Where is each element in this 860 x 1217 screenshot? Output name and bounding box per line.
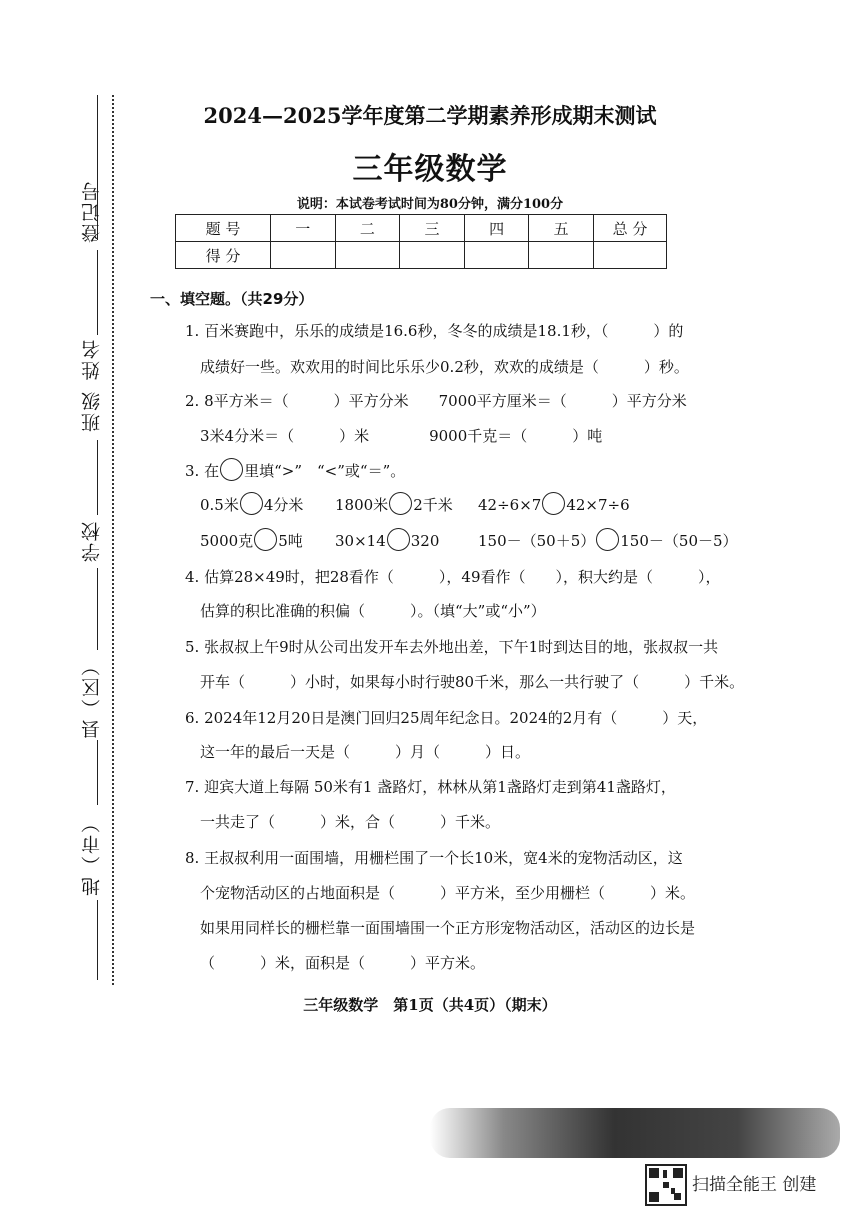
comparison-right: 4分米 xyxy=(263,496,304,514)
comparison-left: 1800米 xyxy=(335,496,389,514)
question-3-intro xyxy=(185,458,405,481)
column-cell: 四 xyxy=(464,215,529,242)
comparison-item xyxy=(478,492,630,515)
comparison-circle-icon[interactable] xyxy=(240,492,263,515)
score-cell[interactable] xyxy=(400,242,465,269)
question-line: 1. 百米赛跑中，乐乐的成绩是16.6秒，冬冬的成绩是18.1秒，（ ）的 xyxy=(185,322,684,340)
exam-title: 2024—2025学年度第二学期素养形成期末测试 xyxy=(203,103,657,128)
question-line: 3米4分米＝（ ）米 9000千克＝（ ）吨 xyxy=(200,427,603,445)
comparison-item xyxy=(335,528,439,551)
question-line: 8. 王叔叔利用一面围墙，用栅栏围了一个长10米，宽4米的宠物活动区，这 xyxy=(185,849,683,867)
score-cell[interactable] xyxy=(529,242,594,269)
comparison-left: 42÷6×7 xyxy=(478,496,542,514)
question-line: 个宠物活动区的占地面积是（ ）平方米，至少用栅栏（ ）米。 xyxy=(200,884,696,902)
subject-title: 三年级数学 xyxy=(352,152,508,187)
school-label: 学校 xyxy=(81,520,103,562)
comparison-right: 150－（50－5） xyxy=(620,532,738,550)
column-cell: 一 xyxy=(271,215,336,242)
comparison-circle-icon[interactable] xyxy=(387,528,410,551)
comparison-left: 30×14 xyxy=(335,532,386,550)
qr-code-icon xyxy=(645,1164,687,1206)
question-line: 5. 张叔叔上午9时从公司出发开车去外地出差，下午1时到达目的地，张叔叔一共 xyxy=(185,638,719,656)
county-underline xyxy=(97,740,98,805)
class-label: 班级 xyxy=(81,390,103,432)
comparison-right: 2千米 xyxy=(413,496,453,514)
comparison-right: 42×7÷6 xyxy=(566,496,630,514)
column-cell: 二 xyxy=(335,215,400,242)
question-line: 7. 迎宾大道上每隔 50米有1 盏路灯，林林从第1盏路灯走到第41盏路灯， xyxy=(185,778,676,796)
question-line: （ ）米，面积是（ ）平方米。 xyxy=(200,954,486,972)
column-cell: 三 xyxy=(400,215,465,242)
column-cell: 总 分 xyxy=(594,215,667,242)
comparison-circle-icon[interactable] xyxy=(254,528,277,551)
column-cell: 五 xyxy=(529,215,594,242)
q3-intro-text: 3. 在 xyxy=(185,462,220,480)
scanner-watermark: 扫描全能王 创建 xyxy=(692,1175,817,1195)
q3-intro-text: 里填“>” “<”或“＝”。 xyxy=(244,462,406,480)
question-line: 6. 2024年12月20日是澳门回归25周年纪念日。2024的2月有（ ）天， xyxy=(185,709,708,727)
question-line: 估算的积比准确的积偏（ ）。（填“大”或“小”） xyxy=(200,602,546,620)
name-label: 姓名 xyxy=(81,338,103,380)
question-line: 开车（ ）小时，如果每小时行驶80千米，那么一共行驶了（ ）千米。 xyxy=(200,673,745,691)
name-underline xyxy=(97,250,98,335)
exam-note: 说明：本试卷考试时间为80分钟，满分100分 xyxy=(296,197,564,212)
comparison-circle-icon[interactable] xyxy=(542,492,565,515)
comparison-left: 5000克 xyxy=(200,532,254,550)
school-underline xyxy=(97,568,98,650)
score-table xyxy=(175,214,667,269)
comparison-item xyxy=(200,528,303,551)
header-label-cell: 题 号 xyxy=(176,215,271,242)
comparison-circle-icon xyxy=(220,458,243,481)
comparison-right: 320 xyxy=(410,532,440,550)
question-line: 2. 8平方米＝（ ）平方分米 7000平方厘米＝（ ）平方分米 xyxy=(185,392,687,410)
comparison-item xyxy=(478,528,738,551)
question-line: 成绩好一些。欢欢用的时间比乐乐少0.2秒，欢欢的成绩是（ ）秒。 xyxy=(200,358,689,376)
question-line: 一共走了（ ）米，合（ ）千米。 xyxy=(200,813,501,831)
score-cell[interactable] xyxy=(271,242,336,269)
comparison-item xyxy=(200,492,303,515)
question-line: 这一年的最后一天是（ ）月（ ）日。 xyxy=(200,743,531,761)
page-footer: 三年级数学 第1页（共4页）（期末） xyxy=(303,996,557,1014)
city-label: 地（市） xyxy=(81,812,103,896)
score-label-cell: 得 分 xyxy=(176,242,271,269)
score-table-score-row xyxy=(176,242,667,269)
score-table-header-row xyxy=(176,215,667,242)
binding-dotted-line xyxy=(112,95,114,985)
score-cell[interactable] xyxy=(464,242,529,269)
section-title: 一、填空题。（共29分） xyxy=(150,290,314,308)
comparison-circle-icon[interactable] xyxy=(389,492,412,515)
county-label: 县（区） xyxy=(81,655,103,739)
score-cell[interactable] xyxy=(335,242,400,269)
question-line: 4. 估算28×49时，把28看作（ ），49看作（ ），积大约是（ ）， xyxy=(185,568,721,586)
comparison-left: 150－（50＋5） xyxy=(478,532,596,550)
comparison-right: 5吨 xyxy=(278,532,303,550)
question-line: 如果用同样长的栅栏靠一面围墙围一个正方形宠物活动区，活动区的边长是 xyxy=(200,919,696,937)
scan-smudge xyxy=(430,1108,840,1158)
register-label: 登记号 xyxy=(81,180,103,243)
score-cell[interactable] xyxy=(594,242,667,269)
class-underline xyxy=(97,440,98,515)
comparison-circle-icon[interactable] xyxy=(596,528,619,551)
comparison-item xyxy=(335,492,453,515)
comparison-left: 0.5米 xyxy=(200,496,239,514)
city-underline xyxy=(97,900,98,980)
